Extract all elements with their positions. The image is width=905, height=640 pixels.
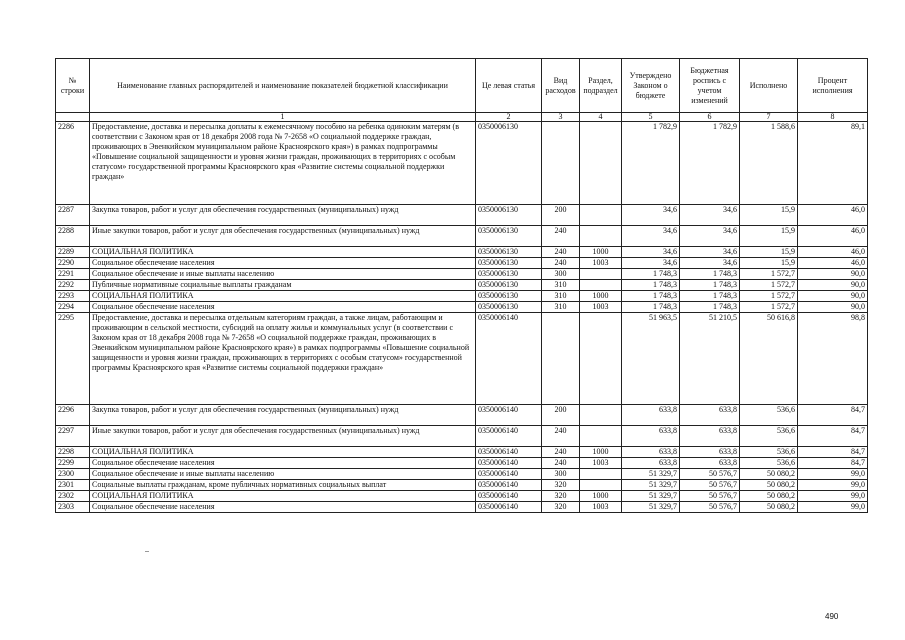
cell-row-no: 2288 [56, 226, 90, 247]
cell-percent: 99,0 [798, 491, 868, 502]
cell-percent: 99,0 [798, 480, 868, 491]
cell-kind: 310 [542, 302, 580, 313]
cell-executed: 50 080,2 [740, 480, 798, 491]
cell-row-no: 2300 [56, 469, 90, 480]
cell-kind: 310 [542, 291, 580, 302]
header-name: Наименование главных распорядителей и наименование показателей бюджетной классификации [90, 59, 476, 113]
table-header-row [56, 59, 868, 113]
cell-executed: 536,6 [740, 447, 798, 458]
cell-target: 0350006130 [476, 291, 542, 302]
cell-budget-list: 1 782,9 [680, 122, 740, 205]
cell-section [580, 122, 622, 205]
cell-section: 1000 [580, 491, 622, 502]
cell-approved: 633,8 [622, 405, 680, 426]
cell-percent: 46,0 [798, 226, 868, 247]
cell-row-no: 2292 [56, 280, 90, 291]
column-number: 1 [90, 113, 476, 122]
cell-row-no: 2294 [56, 302, 90, 313]
cell-approved: 34,6 [622, 247, 680, 258]
cell-executed: 50 080,2 [740, 469, 798, 480]
cell-executed: 15,9 [740, 247, 798, 258]
cell-row-no: 2301 [56, 480, 90, 491]
cell-budget-list: 34,6 [680, 247, 740, 258]
cell-section [580, 205, 622, 226]
table-row [56, 226, 868, 247]
cell-section: 1003 [580, 302, 622, 313]
cell-approved: 51 329,7 [622, 480, 680, 491]
cell-budget-list: 633,8 [680, 405, 740, 426]
cell-executed: 15,9 [740, 258, 798, 269]
cell-approved: 633,8 [622, 458, 680, 469]
column-number: 7 [740, 113, 798, 122]
cell-section [580, 480, 622, 491]
table-row [56, 502, 868, 513]
cell-executed: 536,6 [740, 458, 798, 469]
cell-name: Социальное обеспечение и иные выплаты населению [90, 469, 476, 480]
cell-section [580, 313, 622, 405]
cell-target: 0350006140 [476, 313, 542, 405]
cell-target: 0350006130 [476, 280, 542, 291]
cell-percent: 90,0 [798, 280, 868, 291]
cell-budget-list: 34,6 [680, 258, 740, 269]
cell-executed: 1 588,6 [740, 122, 798, 205]
cell-budget-list: 633,8 [680, 426, 740, 447]
cell-target: 0350006140 [476, 480, 542, 491]
cell-approved: 51 963,5 [622, 313, 680, 405]
cell-row-no: 2295 [56, 313, 90, 405]
cell-row-no: 2297 [56, 426, 90, 447]
cell-budget-list: 51 210,5 [680, 313, 740, 405]
cell-section [580, 280, 622, 291]
cell-percent: 89,1 [798, 122, 868, 205]
cell-percent: 99,0 [798, 469, 868, 480]
table-row [56, 458, 868, 469]
cell-target: 0350006140 [476, 469, 542, 480]
header-approved: Утверждено Законом о бюджете [622, 59, 680, 113]
cell-kind: 300 [542, 469, 580, 480]
cell-kind [542, 313, 580, 405]
table-body [56, 122, 868, 513]
cell-section [580, 226, 622, 247]
table-row [56, 447, 868, 458]
cell-row-no: 2296 [56, 405, 90, 426]
column-number: 4 [580, 113, 622, 122]
cell-name: СОЦИАЛЬНАЯ ПОЛИТИКА [90, 291, 476, 302]
cell-name: Социальное обеспечение населения [90, 258, 476, 269]
cell-percent: 98,8 [798, 313, 868, 405]
cell-percent: 84,7 [798, 458, 868, 469]
header-percent: Процент исполнения [798, 59, 868, 113]
cell-kind: 310 [542, 280, 580, 291]
cell-name: Иные закупки товаров, работ и услуг для обеспечения государственных (муниципальных) нужд [90, 426, 476, 447]
cell-percent: 84,7 [798, 405, 868, 426]
page-number: 490 [825, 612, 839, 621]
cell-executed: 536,6 [740, 426, 798, 447]
cell-target: 0350006140 [476, 502, 542, 513]
cell-approved: 1 782,9 [622, 122, 680, 205]
cell-approved: 1 748,3 [622, 269, 680, 280]
table-row [56, 469, 868, 480]
cell-target: 0350006130 [476, 258, 542, 269]
cell-budget-list: 50 576,7 [680, 491, 740, 502]
cell-budget-list: 633,8 [680, 447, 740, 458]
cell-approved: 34,6 [622, 226, 680, 247]
cell-name: Закупка товаров, работ и услуг для обеспечения государственных (муниципальных) нужд [90, 205, 476, 226]
cell-approved: 51 329,7 [622, 491, 680, 502]
cell-percent: 90,0 [798, 291, 868, 302]
table-row [56, 269, 868, 280]
cell-percent: 90,0 [798, 302, 868, 313]
cell-target: 0350006130 [476, 205, 542, 226]
cell-row-no: 2302 [56, 491, 90, 502]
cell-kind: 240 [542, 247, 580, 258]
cell-section: 1003 [580, 458, 622, 469]
table-row [56, 313, 868, 405]
cell-budget-list: 34,6 [680, 226, 740, 247]
cell-section [580, 269, 622, 280]
cell-budget-list: 1 748,3 [680, 291, 740, 302]
cell-name: Закупка товаров, работ и услуг для обеспечения государственных (муниципальных) нужд [90, 405, 476, 426]
header-section: Раздел, подраздел [580, 59, 622, 113]
cell-name: Иные закупки товаров, работ и услуг для обеспечения государственных (муниципальных) нужд [90, 226, 476, 247]
cell-approved: 1 748,3 [622, 291, 680, 302]
table-row [56, 426, 868, 447]
cell-row-no: 2293 [56, 291, 90, 302]
cell-kind [542, 122, 580, 205]
table-row [56, 247, 868, 258]
column-number: 8 [798, 113, 868, 122]
cell-approved: 1 748,3 [622, 302, 680, 313]
cell-budget-list: 50 576,7 [680, 469, 740, 480]
cell-row-no: 2286 [56, 122, 90, 205]
cell-approved: 34,6 [622, 205, 680, 226]
cell-kind: 240 [542, 258, 580, 269]
cell-approved: 1 748,3 [622, 280, 680, 291]
cell-budget-list: 633,8 [680, 458, 740, 469]
cell-name: Социальные выплаты гражданам, кроме публичных нормативных социальных выплат [90, 480, 476, 491]
cell-section [580, 405, 622, 426]
cell-name: СОЦИАЛЬНАЯ ПОЛИТИКА [90, 247, 476, 258]
cell-row-no: 2291 [56, 269, 90, 280]
table-row [56, 405, 868, 426]
cell-section: 1000 [580, 447, 622, 458]
header-kind: Вид расходов [542, 59, 580, 113]
cell-row-no: 2298 [56, 447, 90, 458]
cell-executed: 536,6 [740, 405, 798, 426]
cell-kind: 200 [542, 205, 580, 226]
scan-mark [145, 551, 149, 552]
cell-target: 0350006130 [476, 269, 542, 280]
cell-name: Социальное обеспечение населения [90, 458, 476, 469]
cell-kind: 320 [542, 480, 580, 491]
cell-name: Социальное обеспечение населения [90, 502, 476, 513]
cell-kind: 240 [542, 447, 580, 458]
cell-target: 0350006130 [476, 122, 542, 205]
cell-percent: 84,7 [798, 426, 868, 447]
cell-name: Социальное обеспечение и иные выплаты населению [90, 269, 476, 280]
cell-approved: 633,8 [622, 447, 680, 458]
cell-kind: 240 [542, 226, 580, 247]
header-executed: Исполнено [740, 59, 798, 113]
cell-budget-list: 1 748,3 [680, 269, 740, 280]
cell-budget-list: 50 576,7 [680, 480, 740, 491]
cell-target: 0350006140 [476, 491, 542, 502]
cell-executed: 1 572,7 [740, 302, 798, 313]
cell-name: СОЦИАЛЬНАЯ ПОЛИТИКА [90, 447, 476, 458]
cell-target: 0350006130 [476, 226, 542, 247]
cell-target: 0350006130 [476, 302, 542, 313]
cell-section: 1003 [580, 502, 622, 513]
cell-percent: 46,0 [798, 205, 868, 226]
column-number: 5 [622, 113, 680, 122]
cell-target: 0350006140 [476, 458, 542, 469]
cell-row-no: 2290 [56, 258, 90, 269]
table-row [56, 291, 868, 302]
cell-percent: 46,0 [798, 258, 868, 269]
cell-budget-list: 50 576,7 [680, 502, 740, 513]
cell-executed: 1 572,7 [740, 291, 798, 302]
cell-section: 1003 [580, 258, 622, 269]
cell-row-no: 2289 [56, 247, 90, 258]
column-number: 2 [476, 113, 542, 122]
cell-approved: 51 329,7 [622, 469, 680, 480]
table-row [56, 122, 868, 205]
cell-approved: 34,6 [622, 258, 680, 269]
table-row [56, 258, 868, 269]
table-row [56, 280, 868, 291]
cell-executed: 15,9 [740, 226, 798, 247]
cell-target: 0350006130 [476, 247, 542, 258]
header-target: Це левая статья [476, 59, 542, 113]
table-row [56, 480, 868, 491]
cell-section: 1000 [580, 247, 622, 258]
cell-percent: 99,0 [798, 502, 868, 513]
table-row [56, 491, 868, 502]
table-row [56, 205, 868, 226]
cell-executed: 1 572,7 [740, 280, 798, 291]
cell-section [580, 469, 622, 480]
cell-kind: 240 [542, 426, 580, 447]
cell-executed: 50 080,2 [740, 502, 798, 513]
budget-sheet [55, 58, 867, 513]
cell-name: Предоставление, доставка и пересылка доплаты к ежемесячному пособию на ребенка одиноким матерям (в соответствии с Законом края от 18 декабря 2008 года № 7-2658 «О социальной поддержке граждан, проживающих в Эвенкийском муниципальном районе Красноярского края») в рамках подпрограммы «Повышение социальной защищенности и уровня жизни граждан, проживающих в территориях с особым статусом» государственной программы Красноярского края «Развитие системы социальной поддержки граждан» [90, 122, 476, 205]
column-number [56, 113, 90, 122]
table-row [56, 302, 868, 313]
cell-budget-list: 34,6 [680, 205, 740, 226]
cell-target: 0350006140 [476, 447, 542, 458]
cell-row-no: 2299 [56, 458, 90, 469]
cell-percent: 90,0 [798, 269, 868, 280]
cell-kind: 320 [542, 502, 580, 513]
header-row-no: № строки [56, 59, 90, 113]
cell-executed: 50 616,8 [740, 313, 798, 405]
column-number: 3 [542, 113, 580, 122]
cell-approved: 51 329,7 [622, 502, 680, 513]
cell-target: 0350006140 [476, 405, 542, 426]
cell-executed: 1 572,7 [740, 269, 798, 280]
cell-name: Предоставление, доставка и пересылка отдельным категориям граждан, а также лицам, работающим и проживающим в сельской местности, субсидий на оплату жилья и коммунальных услуг (в соответствии с Законом края от 18 декабря 2008 года № 7-2658 «О социальной поддержке граждан, проживающих в Эвенкийском муниципальном районе Красноярского края») в рамках подпрограммы «Повышение социальной защищенности и уровня жизни граждан, проживающих в территориях с особым статусом» государственной программы Красноярского края «Развитие системы социальной поддержки граждан» [90, 313, 476, 405]
cell-kind: 240 [542, 458, 580, 469]
header-budget-list: Бюджетная роспись с учетом изменений [680, 59, 740, 113]
budget-table [55, 58, 868, 513]
cell-section: 1000 [580, 291, 622, 302]
column-number: 6 [680, 113, 740, 122]
cell-budget-list: 1 748,3 [680, 302, 740, 313]
column-numbers-row [56, 113, 868, 122]
cell-percent: 84,7 [798, 447, 868, 458]
cell-approved: 633,8 [622, 426, 680, 447]
cell-row-no: 2287 [56, 205, 90, 226]
cell-kind: 320 [542, 491, 580, 502]
cell-kind: 300 [542, 269, 580, 280]
cell-percent: 46,0 [798, 247, 868, 258]
cell-name: Социальное обеспечение населения [90, 302, 476, 313]
cell-target: 0350006140 [476, 426, 542, 447]
cell-section [580, 426, 622, 447]
cell-name: СОЦИАЛЬНАЯ ПОЛИТИКА [90, 491, 476, 502]
cell-budget-list: 1 748,3 [680, 280, 740, 291]
cell-kind: 200 [542, 405, 580, 426]
cell-name: Публичные нормативные социальные выплаты гражданам [90, 280, 476, 291]
cell-executed: 50 080,2 [740, 491, 798, 502]
cell-executed: 15,9 [740, 205, 798, 226]
cell-row-no: 2303 [56, 502, 90, 513]
